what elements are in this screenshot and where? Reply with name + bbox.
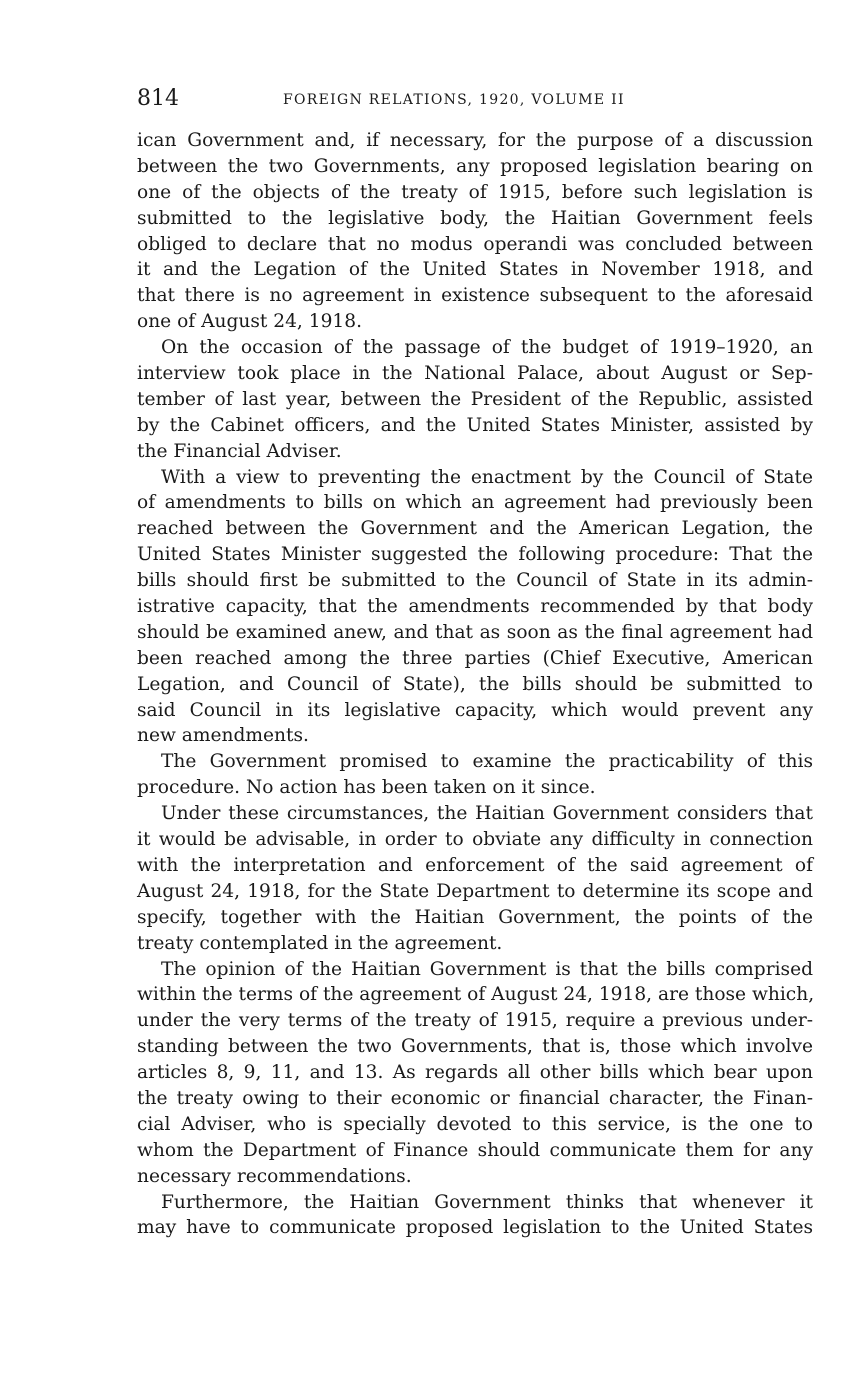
text-line: one of August 24, 1918. [137,311,362,333]
text-line: the treaty owing to their economic or financial character, the Finan- [137,1087,813,1109]
text-line: standing between the two Governments, that is, those which involve [137,1036,813,1058]
text-line: On the occasion of the passage of the budget of 1919–1920, an [161,337,813,359]
text-line: it would be advisable, in order to obviate any difficulty in connection [137,829,813,851]
paragraph [137,1190,813,1242]
text-line: reached between the Government and the American Legation, the [137,518,813,540]
text-line: said Council in its legislative capacity, which would prevent any [137,699,813,721]
text-line: With a view to preventing the enactment by the Council of State [161,466,813,488]
text-line: under the very terms of the treaty of 1915, require a previous under- [137,1010,813,1032]
paragraph [137,801,813,956]
text-line: may have to communicate proposed legislation to the United States [137,1217,813,1239]
text-line: new amendments. [137,725,309,747]
text-line: with the interpretation and enforcement of the said agreement of [137,854,813,876]
text-line: bills should first be submitted to the Council of State in its admin- [137,570,813,592]
paragraph [137,465,813,750]
text-line: between the two Governments, any proposed legislation bearing on [137,155,813,177]
text-line: by the Cabinet officers, and the United States Minister, assisted by [137,414,813,436]
page-number: 814 [137,86,179,111]
text-line: been reached among the three parties (Chief Executive, American [137,647,813,669]
text-line: procedure. No action has been taken on it since. [137,777,596,799]
paragraph [137,749,813,801]
paragraph [137,335,813,464]
text-line: specify, together with the Haitian Government, the points of the [137,906,813,928]
text-line: istrative capacity, that the amendments recommended by that body [137,596,813,618]
text-line: interview took place in the National Palace, about August or Sep- [137,363,813,385]
text-line: August 24, 1918, for the State Department to determine its scope and [137,880,813,902]
text-line: cial Adviser, who is specially devoted to this service, is the one to [137,1113,813,1135]
body-text [137,128,813,1241]
paragraph [137,128,813,335]
text-line: one of the objects of the treaty of 1915, before such legislation is [137,181,813,203]
text-line: treaty contemplated in the agreement. [137,932,503,954]
running-head [137,84,813,114]
text-line: The opinion of the Haitian Government is that the bills comprised [161,958,813,980]
text-line: Legation, and Council of State), the bills should be submitted to [137,673,813,695]
text-line: it and the Legation of the United States in November 1918, and [137,259,813,281]
text-line: articles 8, 9, 11, and 13. As regards all other bills which bear upon [137,1062,813,1084]
text-line: that there is no agreement in existence subsequent to the aforesaid [137,285,813,307]
running-head-title: FOREIGN RELATIONS, 1920, VOLUME II [283,92,625,108]
text-line: ican Government and, if necessary, for the purpose of a discussion [137,130,813,151]
text-line: the Financial Adviser. [137,440,342,462]
text-line: United States Minister suggested the following procedure: That the [137,544,813,566]
text-line: should be examined anew, and that as soon as the final agreement had [137,621,813,643]
text-line: Under these circumstances, the Haitian Government considers that [161,803,813,825]
text-line: obliged to declare that no modus operandi was concluded between [137,233,813,255]
text-line: within the terms of the agreement of August 24, 1918, are those which, [137,984,815,1006]
text-line: submitted to the legislative body, the Haitian Government feels [137,207,813,229]
text-line: Furthermore, the Haitian Government thinks that whenever it [161,1191,813,1213]
text-line: The Government promised to examine the practicability of this [161,751,813,773]
text-line: whom the Department of Finance should communicate them for any [137,1139,813,1161]
text-line: tember of last year, between the President of the Republic, assisted [137,388,813,410]
text-line: of amendments to bills on which an agreement had previously been [137,492,813,514]
paragraph [137,957,813,1190]
text-line: necessary recommendations. [137,1165,412,1187]
